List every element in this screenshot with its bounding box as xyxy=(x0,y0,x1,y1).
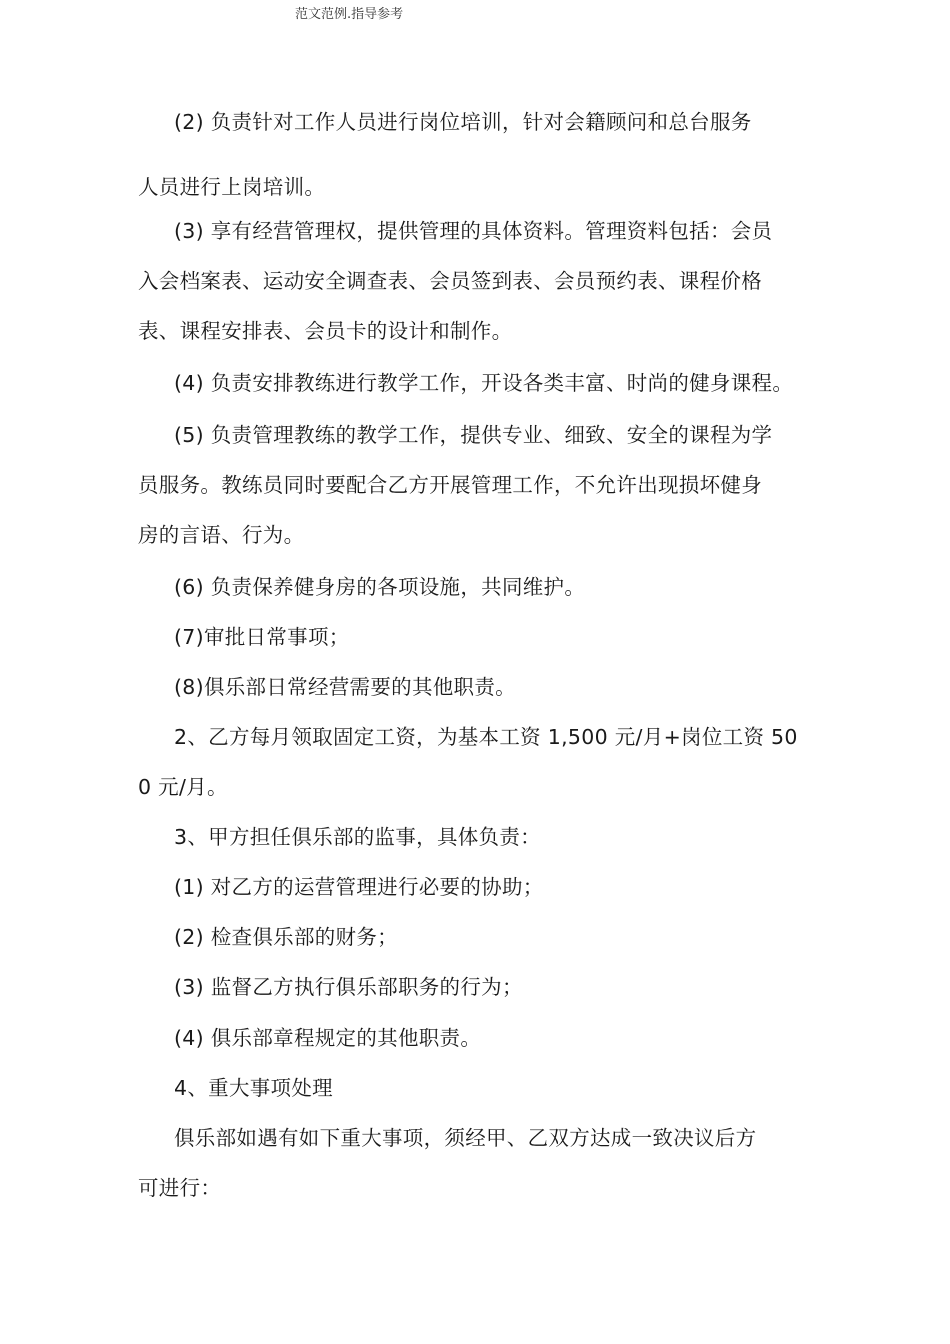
paragraph-line: (5) 负责管理教练的教学工作，提供专业、细致、安全的课程为学 xyxy=(174,423,773,447)
paragraph-line: 4、重大事项处理 xyxy=(174,1076,333,1100)
paragraph-line: (3) 享有经营管理权，提供管理的具体资料。管理资料包括：会员 xyxy=(174,219,773,243)
paragraph-line: 可进行： xyxy=(138,1176,222,1200)
paragraph-line: (8)俱乐部日常经营需要的其他职责。 xyxy=(174,675,516,699)
paragraph-line: (4) 俱乐部章程规定的其他职责。 xyxy=(174,1026,482,1050)
paragraph-line: 员服务。教练员同时要配合乙方开展管理工作，不允许出现损坏健身 xyxy=(138,473,762,497)
paragraph-line: 表、课程安排表、会员卡的设计和制作。 xyxy=(138,319,513,343)
paragraph-line: (1) 对乙方的运营管理进行必要的协助； xyxy=(174,875,544,899)
paragraph-line: (2) 检查俱乐部的财务； xyxy=(174,925,398,949)
paragraph-line: 入会档案表、运动安全调查表、会员签到表、会员预约表、课程价格 xyxy=(138,269,762,293)
paragraph-line: 人员进行上岗培训。 xyxy=(138,175,326,199)
paragraph-line: 2、乙方每月领取固定工资，为基本工资 1,500 元/月+岗位工资 50 xyxy=(174,725,798,749)
paragraph-line: 0 元/月。 xyxy=(138,775,228,799)
paragraph-line: (2) 负责针对工作人员进行岗位培训，针对会籍顾问和总台服务 xyxy=(174,110,752,134)
paragraph-line: (4) 负责安排教练进行教学工作，开设各类丰富、时尚的健身课程。 xyxy=(174,371,794,395)
paragraph-line: 房的言语、行为。 xyxy=(138,523,305,547)
paragraph-line: 3、甲方担任俱乐部的监事，具体负责： xyxy=(174,825,541,849)
page-header: 范文范例.指导参考 xyxy=(295,7,404,22)
paragraph-line: (3) 监督乙方执行俱乐部职务的行为； xyxy=(174,975,523,999)
paragraph-line: (7)审批日常事项； xyxy=(174,625,350,649)
paragraph-line: 俱乐部如遇有如下重大事项，须经甲、乙双方达成一致决议后方 xyxy=(174,1126,757,1150)
paragraph-line: (6) 负责保养健身房的各项设施，共同维护。 xyxy=(174,575,586,599)
